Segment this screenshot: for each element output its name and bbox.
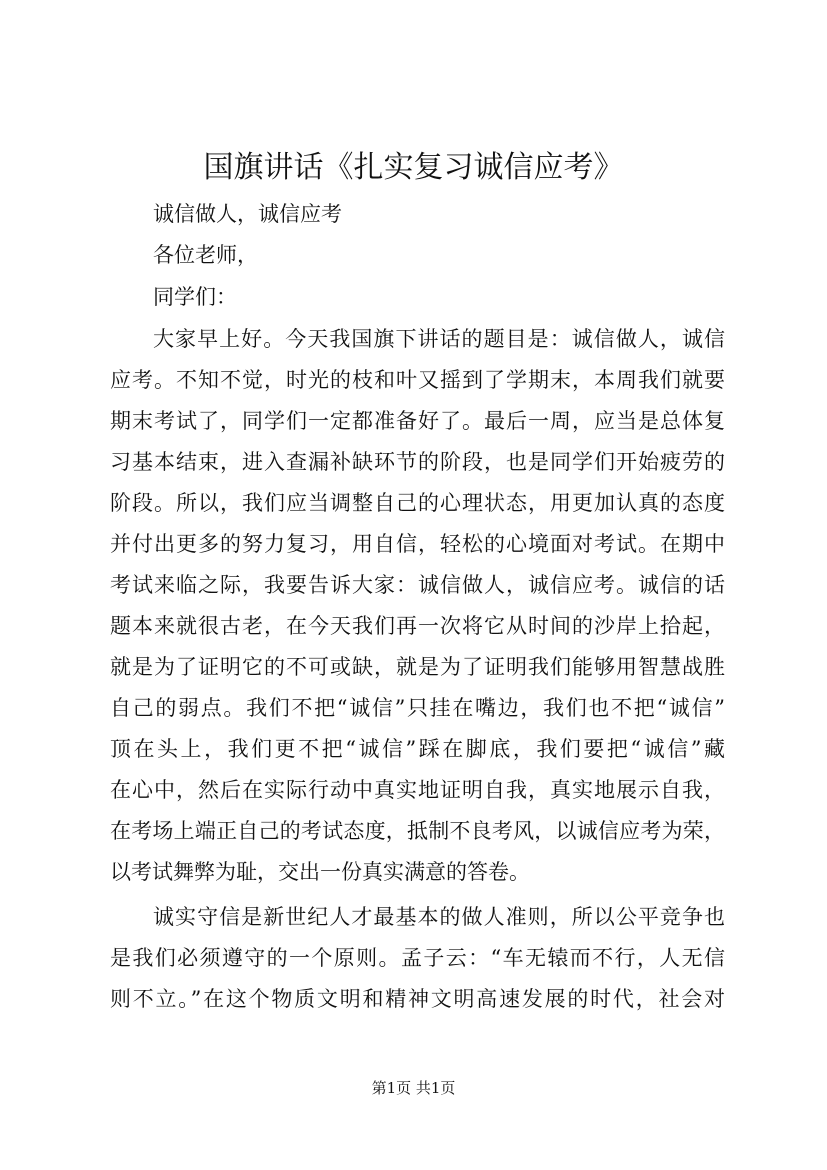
text-line: 诚信做人，诚信应考	[153, 202, 342, 226]
text-line: 自己的弱点。我们不把“诚信”只挂在嘴边，我们也不把“诚信”	[110, 696, 725, 720]
text-line: 就是为了证明它的不可或缺，就是为了证明我们能够用智慧战胜	[110, 655, 725, 679]
text-line: 各位老师，	[153, 243, 258, 267]
text-line: 在心中，然后在实际行动中真实地证明自我，真实地展示自我，	[110, 778, 725, 802]
text-line: 同学们：	[153, 285, 237, 309]
text-line: 考试来临之际，我要告诉大家：诚信做人，诚信应考。诚信的话	[110, 573, 725, 597]
text-line: 期末考试了，同学们一定都准备好了。最后一周，应当是总体复	[110, 409, 725, 433]
text-line: 并付出更多的努力复习，用自信，轻松的心境面对考试。在期中	[110, 532, 725, 556]
text-line: 则不立。”在这个物质文明和精神文明高速发展的时代，社会对	[110, 987, 725, 1011]
page-footer: 第1页 共1页	[371, 1079, 456, 1097]
text-line: 顶在头上，我们更不把“诚信”踩在脚底，我们要把“诚信”藏	[110, 737, 725, 761]
text-line: 在考场上端正自己的考试态度，抵制不良考风，以诚信应考为荣，	[110, 819, 725, 843]
text-line: 题本来就很古老，在今天我们再一次将它从时间的沙岸上拾起，	[110, 614, 725, 638]
text-line: 诚实守信是新世纪人才最基本的做人准则，所以公平竞争也	[153, 905, 725, 929]
text-line: 以考试舞弊为耻，交出一份真实满意的答卷。	[110, 860, 530, 884]
text-line: 阶段。所以，我们应当调整自己的心理状态，用更加认真的态度	[110, 491, 725, 515]
text-line: 习基本结束，进入查漏补缺环节的阶段，也是同学们开始疲劳的	[110, 450, 725, 474]
text-line: 应考。不知不觉，时光的枝和叶又摇到了学期末，本周我们就要	[110, 368, 725, 392]
text-line: 大家早上好。今天我国旗下讲话的题目是：诚信做人，诚信	[153, 327, 725, 351]
text-line: 是我们必须遵守的一个原则。孟子云：“车无辕而不行，人无信	[110, 946, 725, 970]
document-title: 国旗讲话《扎实复习诚信应考》	[203, 150, 624, 185]
